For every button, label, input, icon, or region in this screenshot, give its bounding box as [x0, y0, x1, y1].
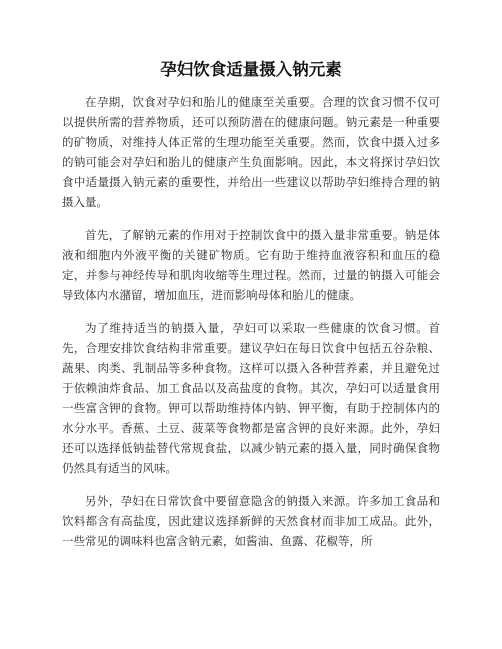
paragraph-sodium-role: 首先，了解钠元素的作用对于控制饮食中的摄入量非常重要。钠是体液和细胞内外液平衡的关键矿物质。它有助于维持血液容积和血压的稳定，并参与神经传导和肌肉收缩等生理过程。然而，过量的钠摄入可能会导致体内水潴留，增加血压，进而影响母体和胎儿的健康。	[62, 228, 440, 302]
paragraph-hidden-sodium: 另外，孕妇在日常饮食中要留意隐含的钠摄入来源。许多加工食品和饮料都含有高盐度，因此建议选择新鲜的天然食材而非加工成品。此外，一些常见的调味料也富含钠元素，如酱油、鱼露、花椒等，所	[62, 494, 440, 548]
paragraph-intro: 在孕期，饮食对孕妇和胎儿的健康至关重要。合理的饮食习惯不仅可以提供所需的营养物质，还可以预防潜在的健康问题。钠元素是一种重要的矿物质，对维持人体正常的生理功能至关重要。然而，饮食中摄入过多的钠可能会对孕妇和胎儿的健康产生负面影响。因此，本文将探讨孕妇饮食中适量摄入钠元素的重要性，并给出一些建议以帮助孕妇维持合理的钠摄入量。	[62, 95, 440, 209]
document-title: 孕妇饮食适量摄入钠元素	[160, 60, 342, 79]
paragraph-diet-habits: 为了维持适当的钠摄入量，孕妇可以采取一些健康的饮食习惯。首先，合理安排饮食结构非常重要。建议孕妇在每日饮食中包括五谷杂粮、蔬果、肉类、乳制品等多种食物。这样可以摄入各种营养素，并且避免过于依赖油炸食品、加工食品以及高盐度的食物。其次，孕妇可以适量食用一些富含钾的食物。钾可以帮助维持体内钠、钾平衡，有助于控制体内的水分水平。香蕉、土豆、菠菜等食物都是富含钾的良好来源。此外，孕妇还可以选择低钠盐替代常规食盐，以减少钠元素的摄入量，同时确保食物仍然具有适当的风味。	[62, 321, 440, 475]
